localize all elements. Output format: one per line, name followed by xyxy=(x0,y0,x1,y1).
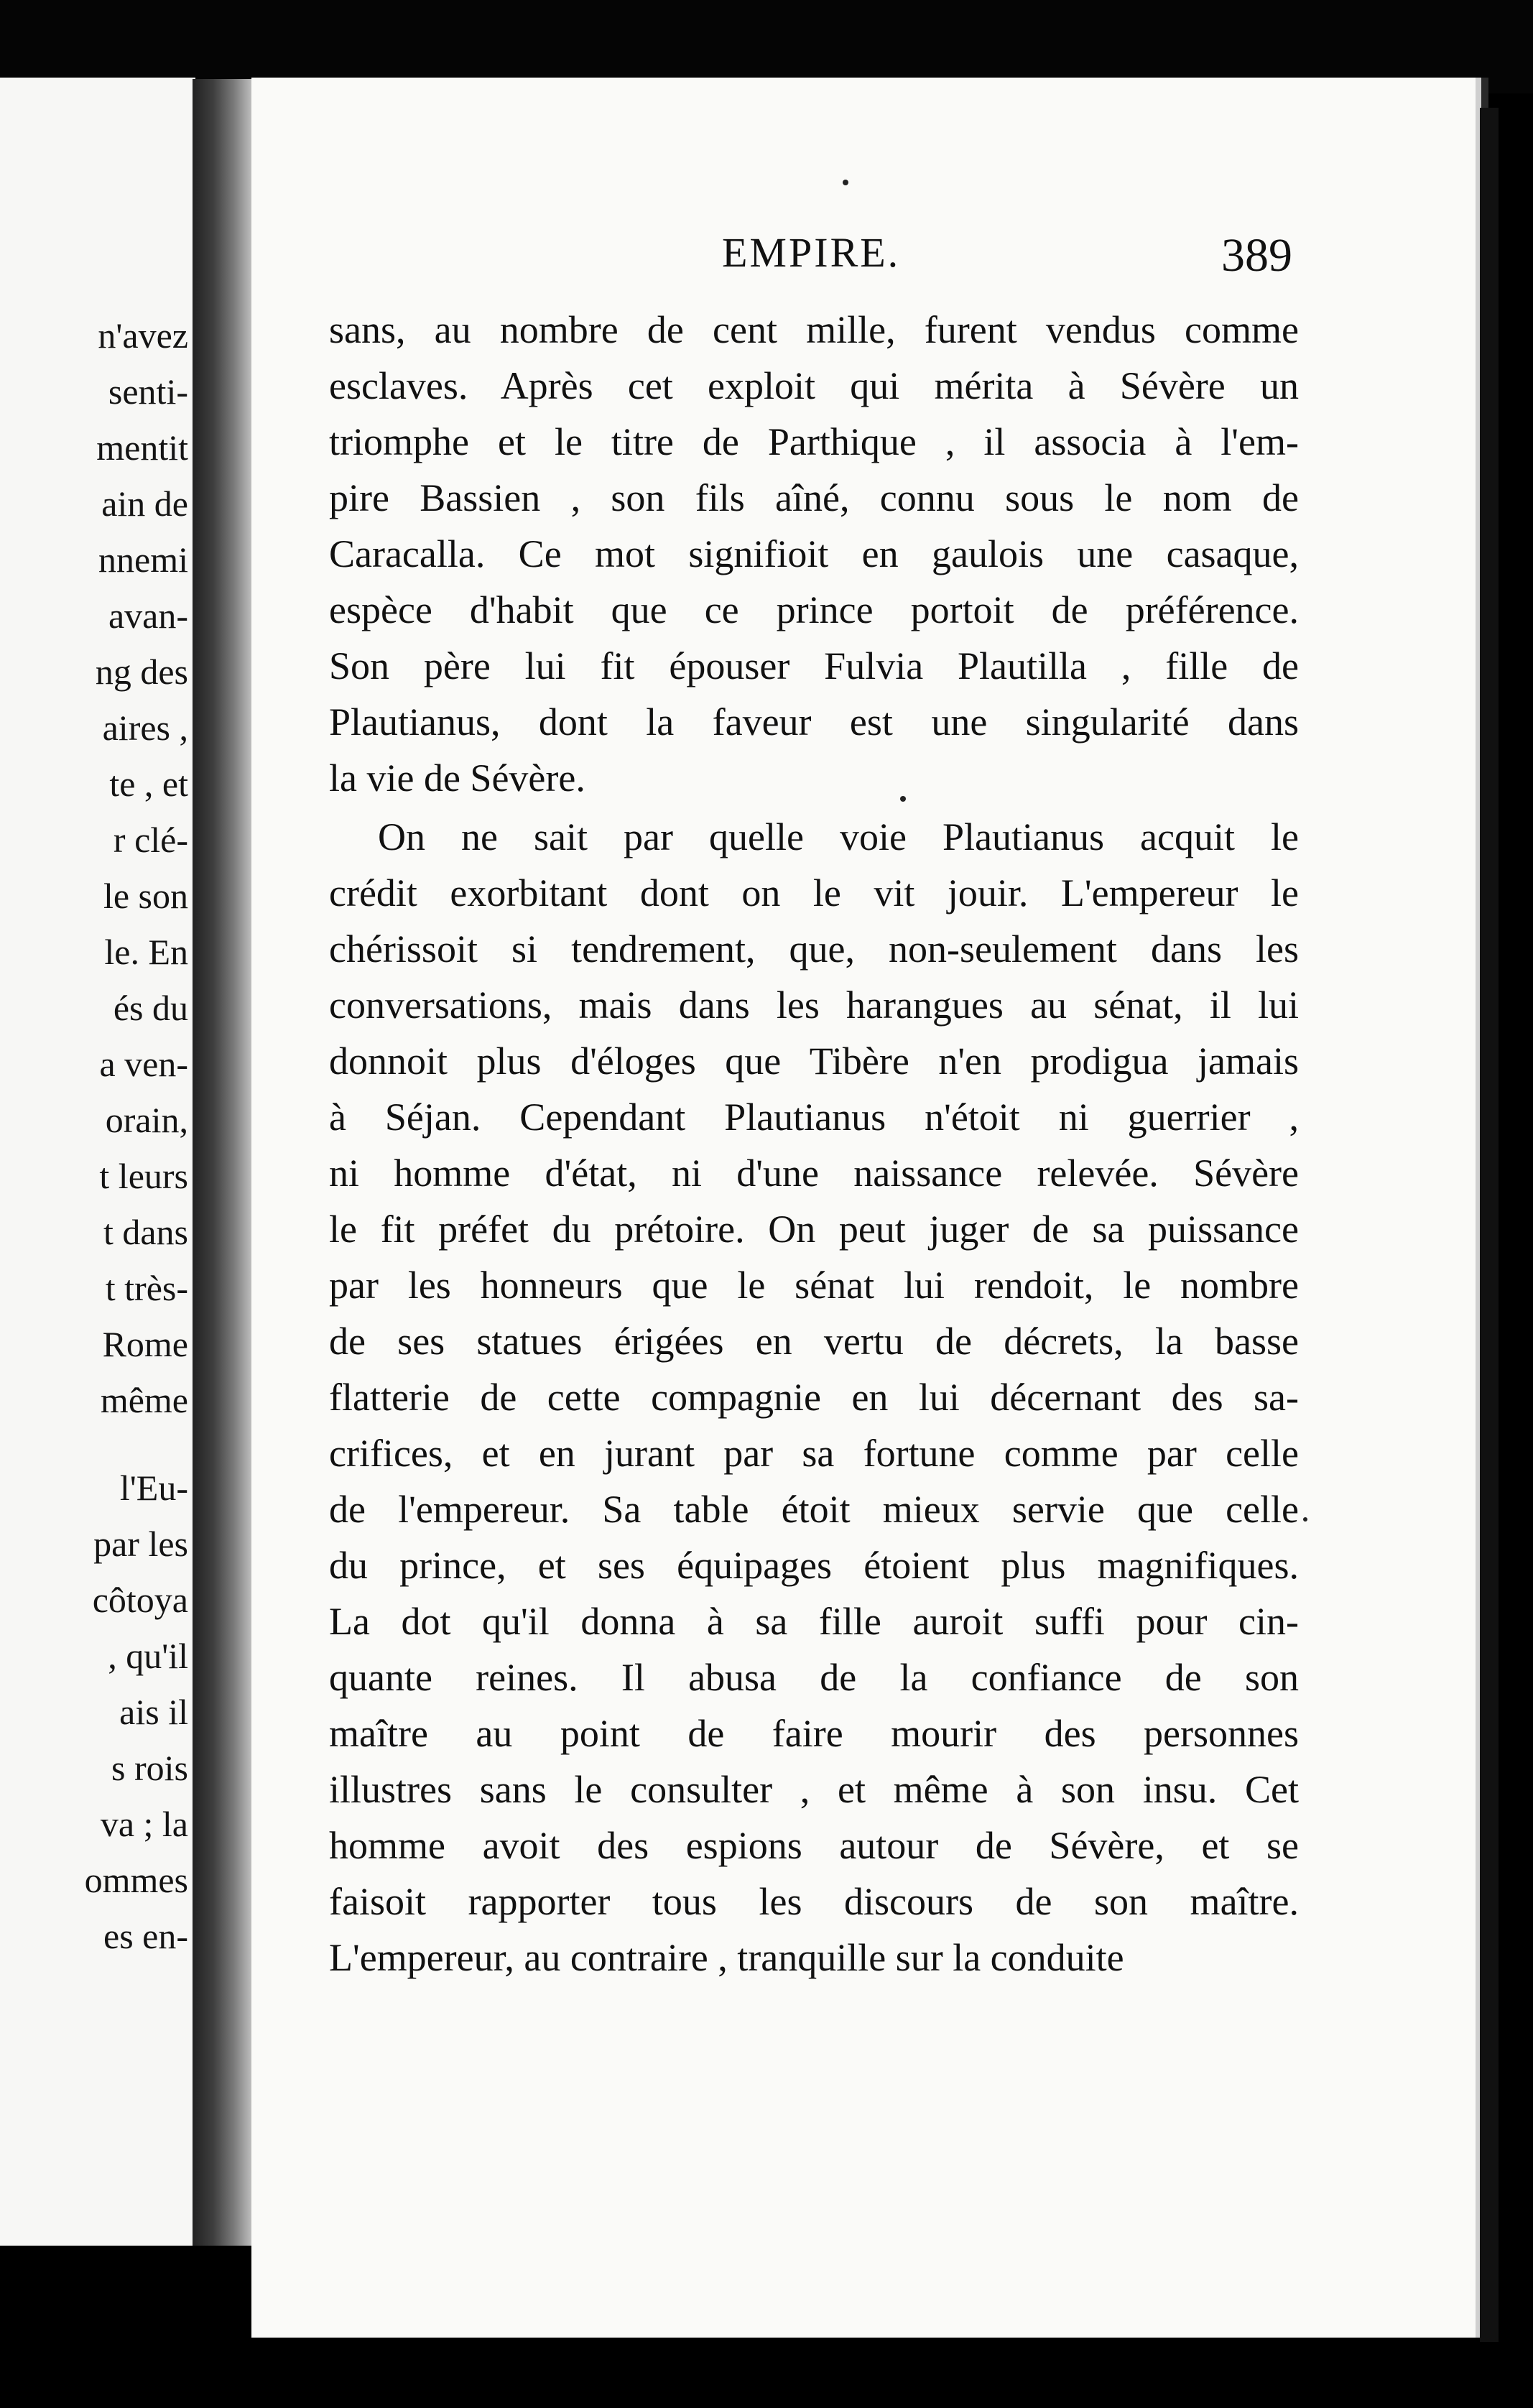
text-line: homme avoit des espions autour de Sévère, et se xyxy=(329,1824,1299,1867)
text-line: quante reines. Il abusa de la confiance de son xyxy=(329,1656,1299,1699)
text-line: conversations, mais dans les harangues au sénat, il lui xyxy=(329,983,1299,1027)
left-text-line: par les xyxy=(93,1524,188,1564)
text-line: chérissoit si tendrement, que, non-seulement dans les xyxy=(329,927,1299,971)
book-gutter xyxy=(193,79,251,2246)
text-line: pire Bassien , son fils aîné, connu sous le nom de xyxy=(329,476,1299,519)
text-line: Plautianus, dont la faveur est une singularité dans xyxy=(329,700,1299,744)
left-page-text xyxy=(85,307,188,1964)
running-head: EMPIRE. xyxy=(722,229,901,276)
left-text-line: aires , xyxy=(102,708,188,748)
left-text-line: a ven- xyxy=(99,1044,188,1084)
text-line: On ne sait par quelle voie Plautianus acquit le xyxy=(378,815,1299,858)
text-line: illustres sans le consulter , et même à son insu. Cet xyxy=(329,1768,1299,1811)
text-line: flatterie de cette compagnie en lui décernant des sa- xyxy=(329,1376,1299,1419)
text-line: le fit préfet du prétoire. On peut juger de sa puissance xyxy=(329,1208,1299,1251)
page-number: 389 xyxy=(1221,229,1292,282)
left-text-line: r clé- xyxy=(113,820,188,860)
text-line: crifices, et en jurant par sa fortune comme par celle xyxy=(329,1432,1299,1475)
text-line: faisoit rapporter tous les discours de son maître. xyxy=(329,1880,1299,1923)
page-edge xyxy=(1480,108,1499,2342)
text-line: sans, au nombre de cent mille, furent vendus comme xyxy=(329,308,1299,351)
text-line: la vie de Sévère. xyxy=(329,756,585,800)
text-line: maître au point de faire mourir des personnes xyxy=(329,1712,1299,1755)
left-text-line: va ; la xyxy=(100,1804,188,1844)
left-text-line: , qu'il xyxy=(108,1636,188,1676)
left-text-line: avan- xyxy=(108,596,188,636)
left-text-line: orain, xyxy=(105,1100,188,1140)
text-line: à Séjan. Cependant Plautianus n'étoit ni guerrier , xyxy=(329,1096,1299,1139)
left-text-line: és du xyxy=(113,988,188,1028)
left-text-line: te , et xyxy=(109,764,188,804)
left-text-line: mentit xyxy=(96,427,188,468)
left-text-line: t très- xyxy=(105,1268,188,1308)
text-line: triomphe et le titre de Parthique , il associa à l'em- xyxy=(329,420,1299,463)
left-text-line: ain de xyxy=(101,483,188,524)
text-line: donnoit plus d'éloges que Tibère n'en prodigua jamais xyxy=(329,1039,1299,1083)
text-line: La dot qu'il donna à sa fille auroit suffi pour cin- xyxy=(329,1600,1299,1643)
left-text-line: même xyxy=(100,1380,188,1420)
left-text-line: n'avez xyxy=(98,315,188,356)
left-text-line: senti- xyxy=(108,371,188,412)
text-line: ni homme d'état, ni d'une naissance relevée. Sévère xyxy=(329,1152,1299,1195)
text-line: esclaves. Après cet exploit qui mérita à Sévère un xyxy=(329,364,1299,407)
left-text-line: nnemi xyxy=(98,540,188,580)
left-text-line: côtoya xyxy=(92,1580,188,1620)
text-line: du prince, et ses équipages étoient plus magnifiques. xyxy=(329,1544,1299,1587)
left-text-line: s rois xyxy=(111,1748,188,1788)
body-text xyxy=(329,302,1299,1986)
ink-speck xyxy=(1303,1517,1307,1522)
ink-speck xyxy=(900,796,906,802)
text-line: L'empereur, au contraire , tranquille sur la conduite xyxy=(329,1936,1124,1979)
left-page-fragment xyxy=(0,78,195,2246)
left-text-line: le. En xyxy=(104,932,188,972)
text-line: Son père lui fit épouser Fulvia Plautilla , fille de xyxy=(329,644,1299,687)
left-text-line: ng des xyxy=(95,652,188,692)
left-text-line: l'Eu- xyxy=(119,1468,188,1508)
text-line: de ses statues érigées en vertu de décrets, la basse xyxy=(329,1320,1299,1363)
left-text-line: ommes xyxy=(84,1860,188,1900)
text-line: par les honneurs que le sénat lui rendoit, le nombre xyxy=(329,1264,1299,1307)
left-text-line: le son xyxy=(103,876,188,916)
text-line: de l'empereur. Sa table étoit mieux servie que celle xyxy=(329,1488,1299,1531)
left-text-line: t dans xyxy=(103,1212,188,1252)
text-line: Caracalla. Ce mot signifioit en gaulois une casaque, xyxy=(329,532,1299,575)
left-text-line: Rome xyxy=(102,1324,188,1364)
text-line: crédit exorbitant dont on le vit jouir. L'empereur le xyxy=(329,871,1299,914)
text-line: espèce d'habit que ce prince portoit de préférence. xyxy=(329,588,1299,631)
left-text-line: t leurs xyxy=(99,1156,188,1196)
left-text-line: ais il xyxy=(119,1692,188,1732)
ink-speck xyxy=(843,180,848,185)
left-text-line: es en- xyxy=(103,1916,188,1956)
